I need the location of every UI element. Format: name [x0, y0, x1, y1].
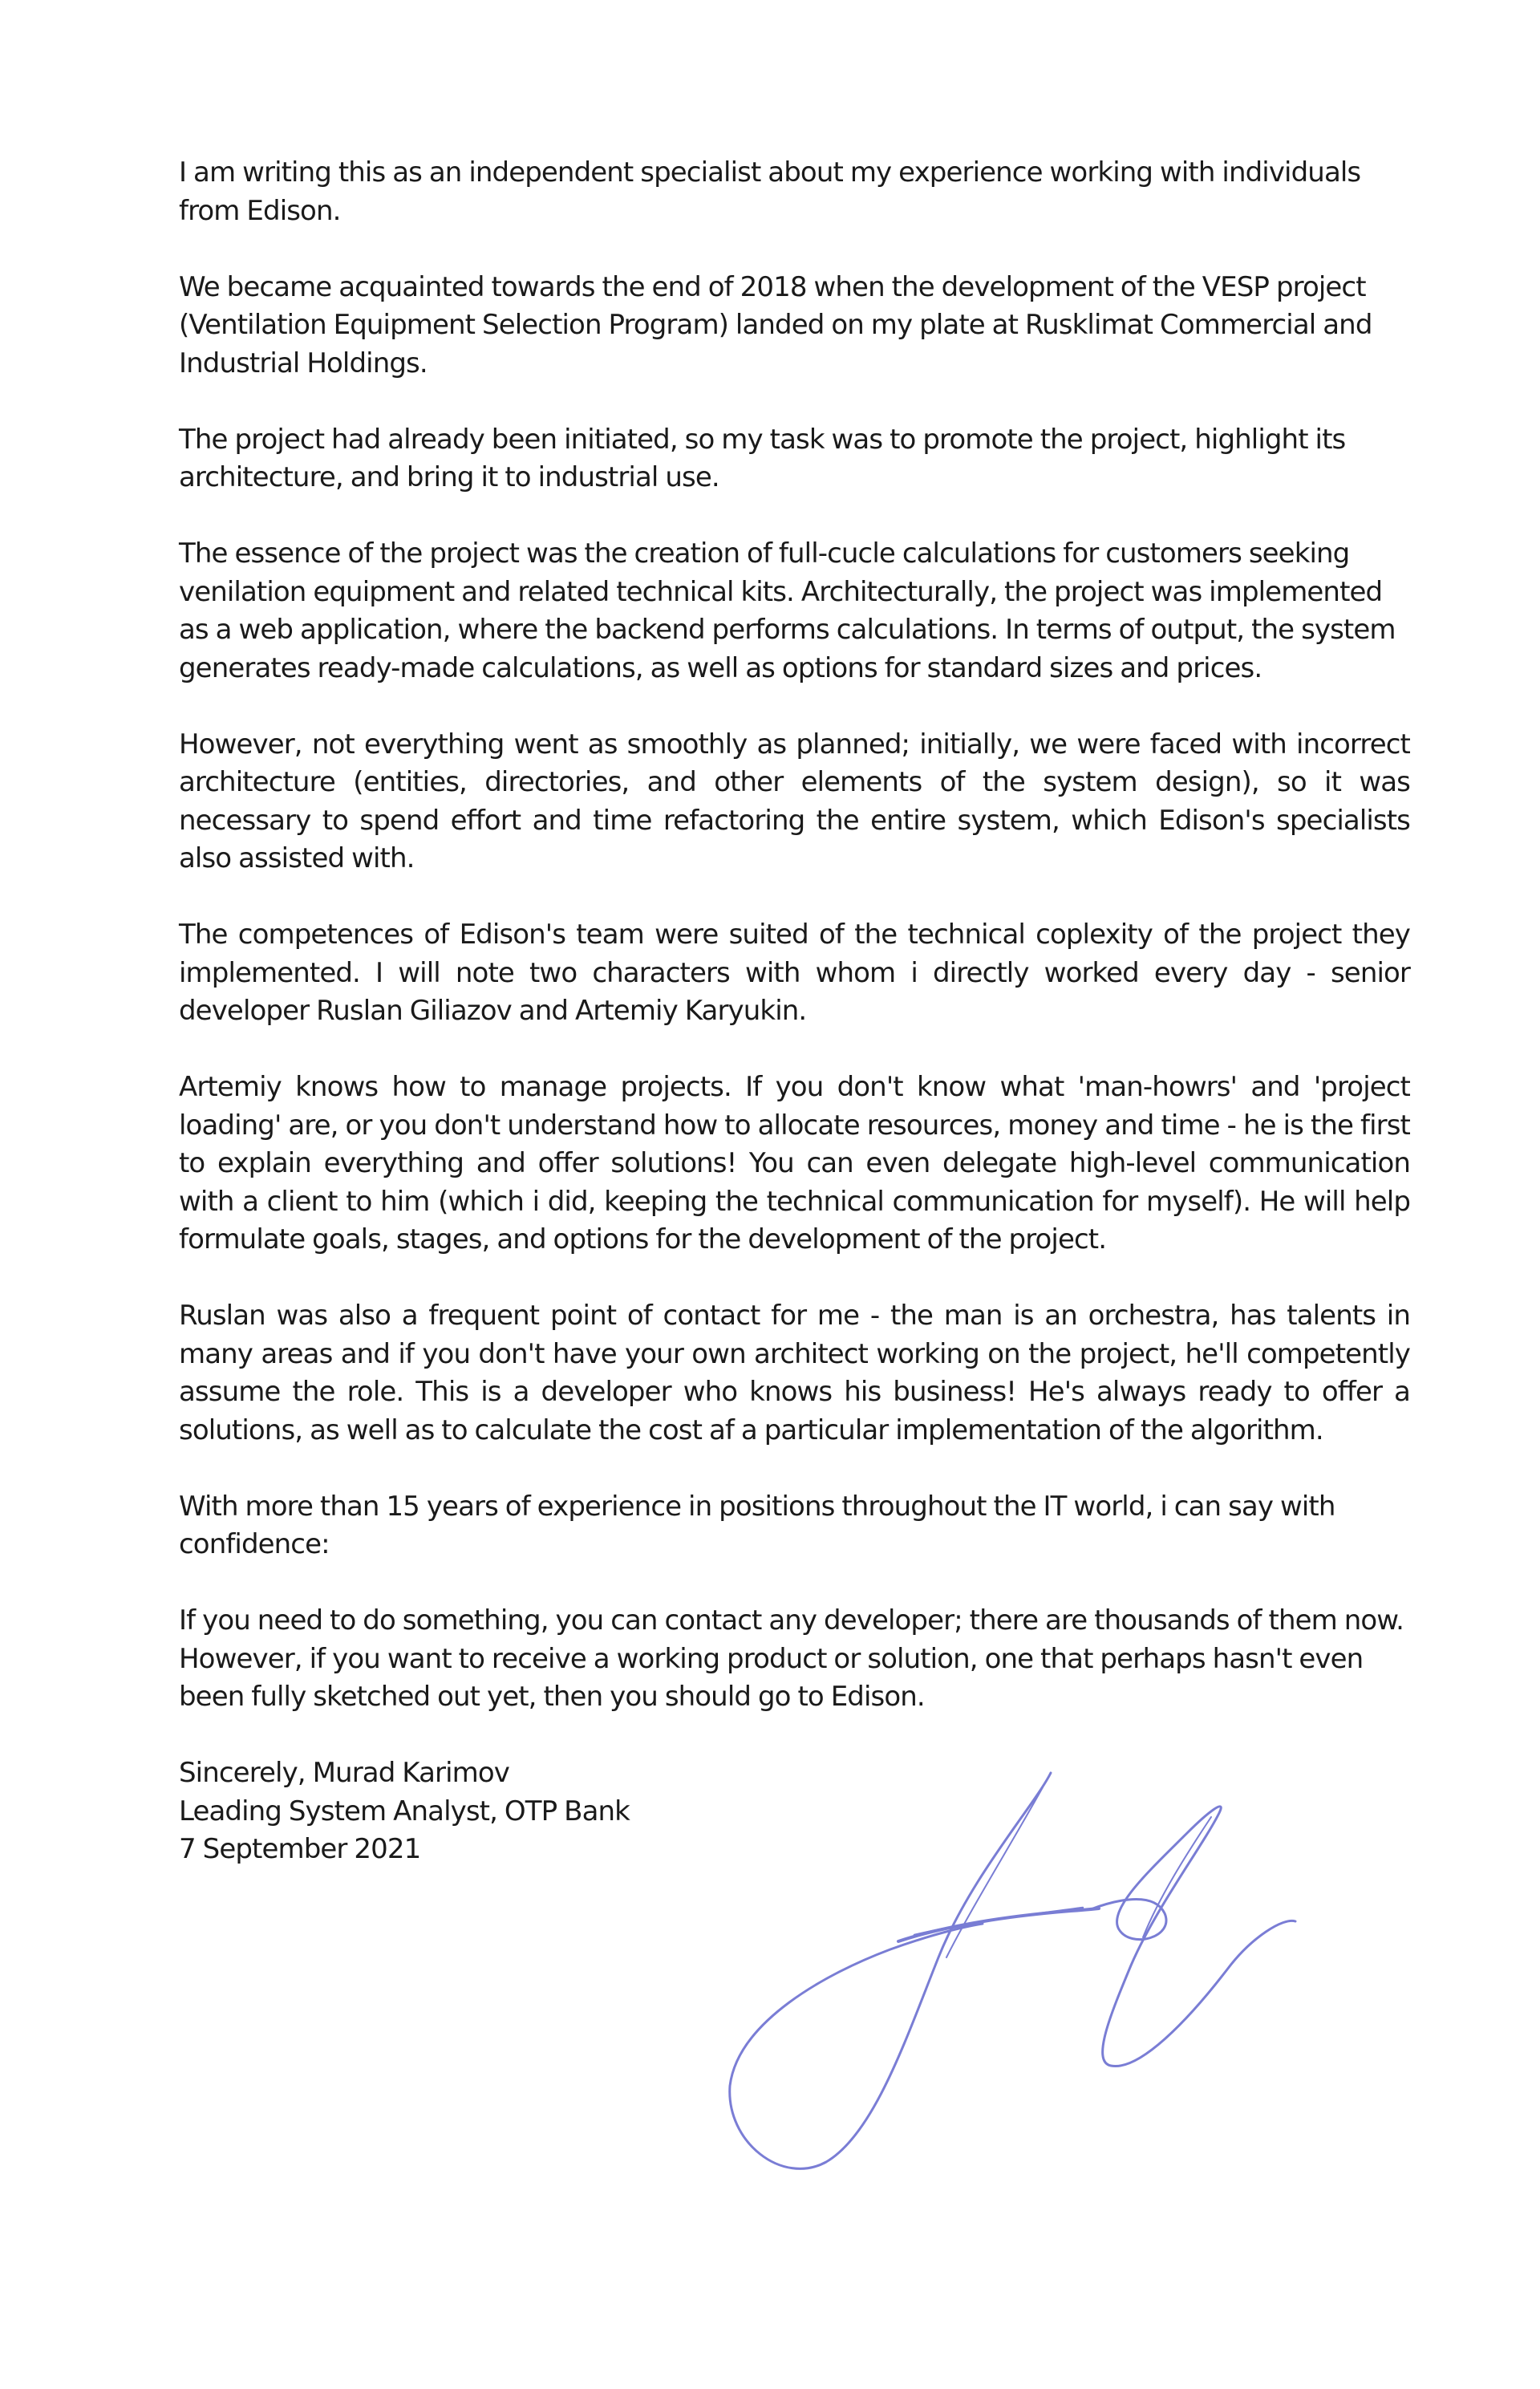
- paragraph-refactoring: However, not everything went as smoothly as planned; initially, we were faced with incorrect architecture (entities, directories, and other elements of the system design), so it was necessary to spend effort and time refactoring the entire system, which Edison's specialists also assisted with.: [179, 728, 1410, 874]
- letter-body: [179, 154, 1410, 1869]
- handwritten-signature: [706, 1757, 1299, 2190]
- paragraph-experience: With more than 15 years of experience in positions throughout the IT world, i can say with confidence:: [179, 1490, 1335, 1560]
- paragraph-ruslan: Ruslan was also a frequent point of contact for me - the man is an orchestra, has talents in many areas and if you don't have your own architect working on the project, he'll competently assume the role. This is a developer who knows his business! He's always ready to offer a solutions, as well as to calculate the cost af a particular implementation of the algorithm.: [179, 1300, 1410, 1446]
- paragraph-conclusion: If you need to do something, you can contact any developer; there are thousands of them now. However, if you want to receive a working product or solution, one that perhaps hasn't even been fully sketched out yet, then you should go to Edison.: [179, 1604, 1404, 1713]
- paragraph-essence: The essence of the project was the creation of full-cucle calculations for customers seeking venilation equipment and related technical kits. Architecturally, the project was implemented as a web application, where the backend performs calculations. In terms of output, the system generates ready-made calculations, as well as options for standard sizes and prices.: [179, 537, 1396, 684]
- signoff-date: 7 September 2021: [179, 1833, 421, 1865]
- signature-stroke-inner: [946, 1787, 1043, 1957]
- signoff-position: Leading System Analyst, OTP Bank: [179, 1795, 630, 1827]
- paragraph-task: The project had already been initiated, so my task was to promote the project, highlight its architecture, and bring it to industrial use.: [179, 423, 1346, 493]
- paragraph-competences: The competences of Edison's team were suited of the technical coplexity of the project they implemented. I will note two characters with whom i directly worked every day - senior developer Ruslan Giliazov and Artemiy Karyukin.: [179, 919, 1410, 1027]
- paragraph-artemiy: Artemiy knows how to manage projects. If you don't know what 'man-howrs' and 'project loading' are, or you don't understand how to allocate resources, money and time - he is the first to explain everything and offer solutions! You can even delegate high-level communication with a client to him (which i did, keeping the technical communication for myself). He will help formulate goals, stages, and options for the development of the project.: [179, 1071, 1410, 1255]
- paragraph-intro: I am writing this as an independent specialist about my experience working with individuals from Edison.: [179, 156, 1361, 227]
- paragraph-acquaintance: We became acquainted towards the end of 2018 when the development of the VESP project (Ventilation Equipment Selection Program) landed on my plate at Rusklimat Commercial and Industrial Holdings.: [179, 270, 1372, 379]
- signature-stroke-main-loop: [730, 1773, 1051, 2168]
- signoff-closing: Sincerely, Murad Karimov: [179, 1757, 510, 1789]
